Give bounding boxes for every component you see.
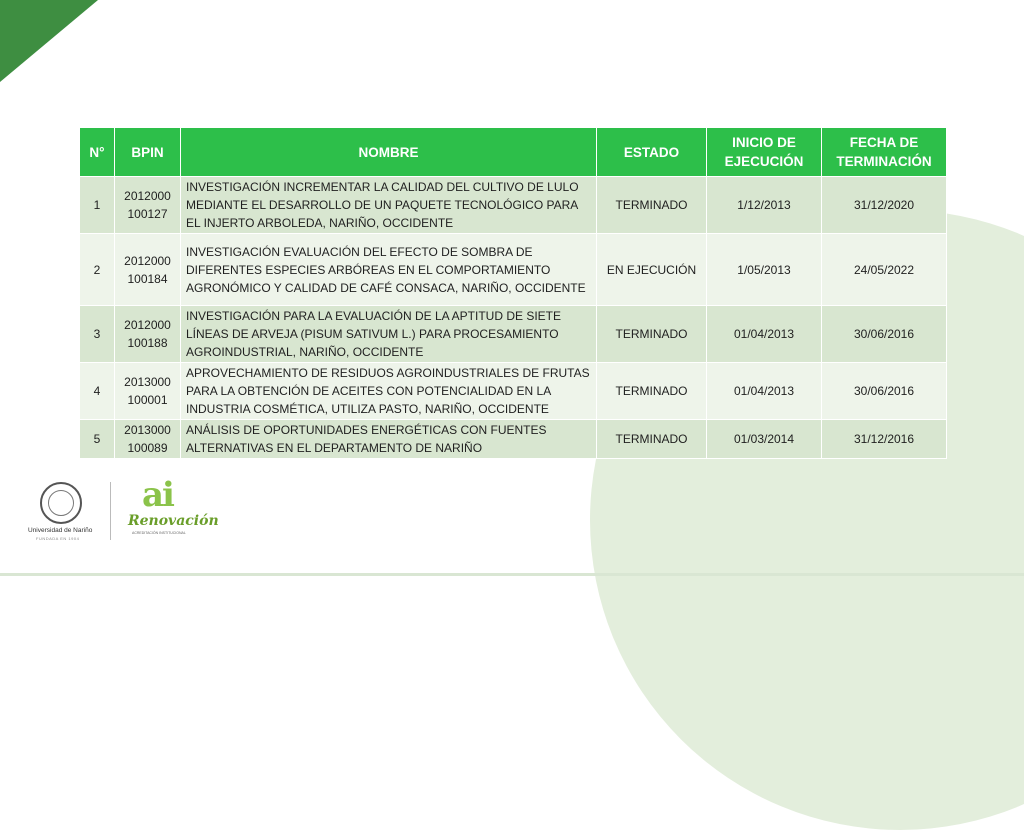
table-header-row bbox=[80, 128, 947, 177]
cell-fin: 31/12/2016 bbox=[822, 420, 947, 459]
university-name: Universidad de Nariño bbox=[28, 527, 93, 534]
cell-bpin: 2013000 100089 bbox=[115, 420, 181, 459]
cell-n: 4 bbox=[80, 363, 115, 420]
renovacion-logo-text: Renovación bbox=[128, 513, 219, 529]
table-row bbox=[80, 177, 947, 234]
logo-divider bbox=[110, 482, 111, 540]
cell-estado: TERMINADO bbox=[597, 363, 707, 420]
cell-nombre: ANÁLISIS DE OPORTUNIDADES ENERGÉTICAS CON FUENTES ALTERNATIVAS EN EL DEPARTAMENTO DE NARIÑO bbox=[181, 420, 597, 459]
projects-table bbox=[79, 127, 947, 459]
cell-inicio: 01/04/2013 bbox=[707, 363, 822, 420]
cell-nombre: INVESTIGACIÓN EVALUACIÓN DEL EFECTO DE SOMBRA DE DIFERENTES ESPECIES ARBÓREAS EN EL COMPORTAMIENTO AGRONÓMICO Y CALIDAD DE CAFÉ CONSACA, NARIÑO, OCCIDENTE bbox=[181, 234, 597, 306]
cell-nombre: INVESTIGACIÓN INCREMENTAR LA CALIDAD DEL CULTIVO DE LULO MEDIANTE EL DESARROLLO DE UN PAQUETE TECNOLÓGICO PARA EL INJERTO ARBOLEDA, NARIÑO, OCCIDENTE bbox=[181, 177, 597, 234]
header-fin: FECHA DE TERMINACIÓN bbox=[822, 128, 947, 177]
footer-logos bbox=[28, 475, 228, 546]
header-estado: ESTADO bbox=[597, 128, 707, 177]
cell-nombre: INVESTIGACIÓN PARA LA EVALUACIÓN DE LA APTITUD DE SIETE LÍNEAS DE ARVEJA (PISUM SATIVUM L.) PARA PROCESAMIENTO AGROINDUSTRIAL, NARIÑO, OCCIDENTE bbox=[181, 306, 597, 363]
cell-n: 3 bbox=[80, 306, 115, 363]
cell-inicio: 01/04/2013 bbox=[707, 306, 822, 363]
cell-inicio: 1/05/2013 bbox=[707, 234, 822, 306]
cell-bpin: 2012000 100188 bbox=[115, 306, 181, 363]
cell-bpin: 2012000 100127 bbox=[115, 177, 181, 234]
cell-n: 2 bbox=[80, 234, 115, 306]
cell-fin: 31/12/2020 bbox=[822, 177, 947, 234]
cell-estado: TERMINADO bbox=[597, 177, 707, 234]
cell-n: 1 bbox=[80, 177, 115, 234]
cell-estado: TERMINADO bbox=[597, 306, 707, 363]
header-n: N° bbox=[80, 128, 115, 177]
table-row bbox=[80, 234, 947, 306]
cell-inicio: 1/12/2013 bbox=[707, 177, 822, 234]
header-bpin: BPIN bbox=[115, 128, 181, 177]
cell-estado: TERMINADO bbox=[597, 420, 707, 459]
table-row bbox=[80, 306, 947, 363]
cell-n: 5 bbox=[80, 420, 115, 459]
table-row bbox=[80, 420, 947, 459]
cell-nombre: APROVECHAMIENTO DE RESIDUOS AGROINDUSTRIALES DE FRUTAS PARA LA OBTENCIÓN DE ACEITES CON POTENCIALIDAD EN LA INDUSTRIA COSMÉTICA, UTILIZA PASTO, NARIÑO, OCCIDENTE bbox=[181, 363, 597, 420]
cell-fin: 30/06/2016 bbox=[822, 306, 947, 363]
renovacion-subtitle: ACREDITACIÓN INSTITUCIONAL bbox=[132, 531, 186, 535]
cell-fin: 24/05/2022 bbox=[822, 234, 947, 306]
university-founded: FUNDADA EN 1904 bbox=[36, 536, 80, 541]
ai-logo-icon: ai bbox=[142, 475, 173, 515]
cell-bpin: 2013000 100001 bbox=[115, 363, 181, 420]
table-row bbox=[80, 363, 947, 420]
cell-inicio: 01/03/2014 bbox=[707, 420, 822, 459]
header-nombre: NOMBRE bbox=[181, 128, 597, 177]
cell-bpin: 2012000 100184 bbox=[115, 234, 181, 306]
header-inicio: INICIO DE EJECUCIÓN bbox=[707, 128, 822, 177]
corner-triangle-decoration bbox=[0, 0, 98, 82]
university-seal-icon bbox=[40, 482, 82, 524]
cell-fin: 30/06/2016 bbox=[822, 363, 947, 420]
cell-estado: EN EJECUCIÓN bbox=[597, 234, 707, 306]
